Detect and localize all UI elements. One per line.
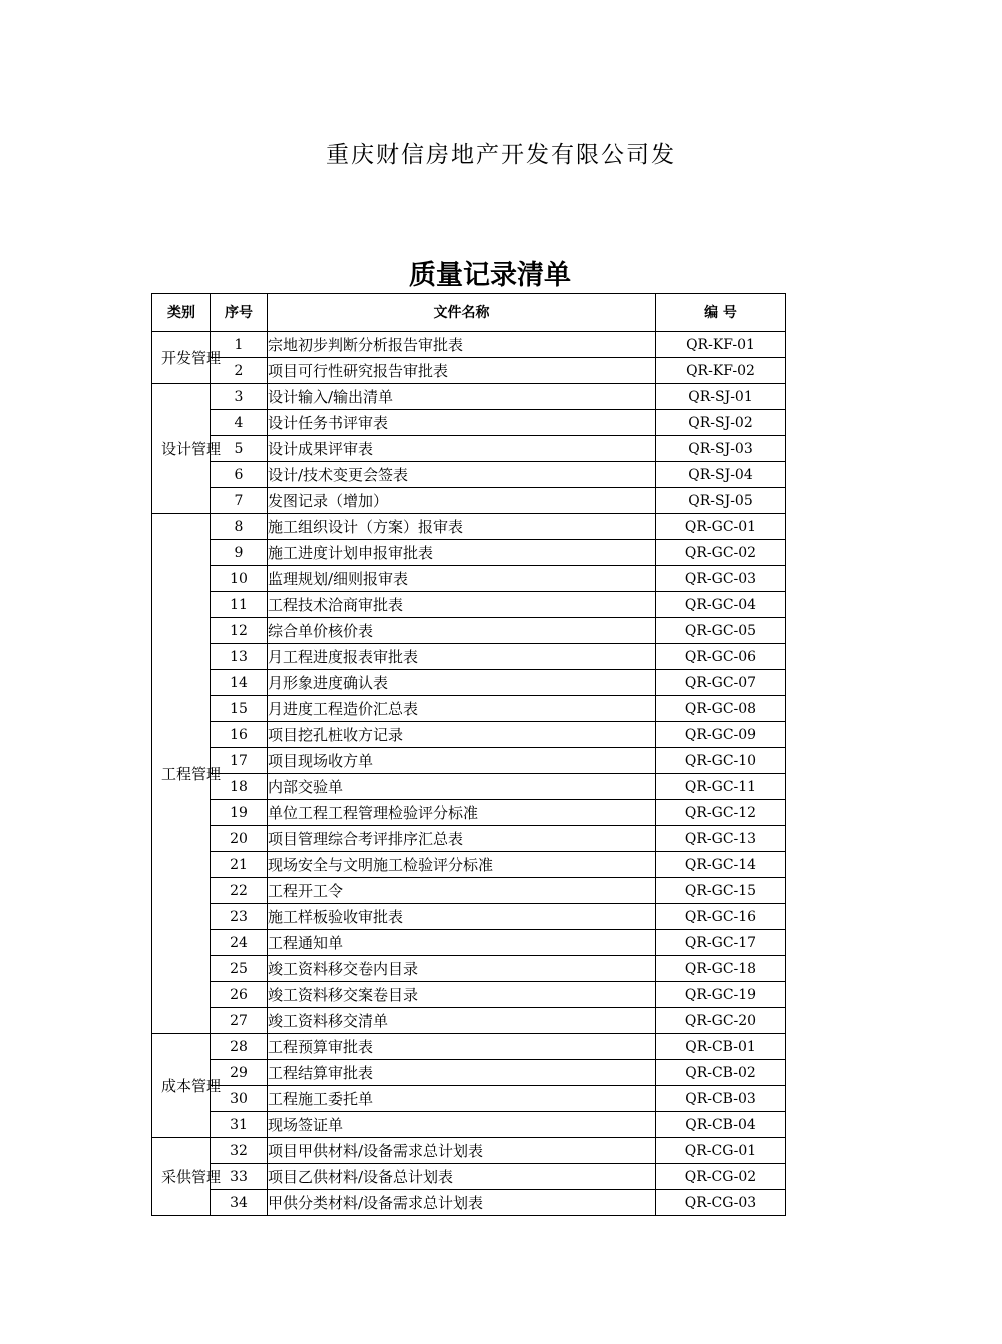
table-row [152, 722, 786, 748]
seq-cell: 4 [211, 410, 268, 436]
seq-cell: 28 [211, 1034, 268, 1060]
table-row [152, 1060, 786, 1086]
file-name-cell: 项目乙供材料/设备总计划表 [268, 1164, 656, 1190]
seq-cell: 6 [211, 462, 268, 488]
seq-cell: 19 [211, 800, 268, 826]
code-cell: QR-CB-01 [656, 1034, 786, 1060]
seq-cell: 12 [211, 618, 268, 644]
table-row [152, 1112, 786, 1138]
seq-cell: 22 [211, 878, 268, 904]
category-cell: 开发管理 [152, 332, 211, 384]
file-name-cell: 项目现场收方单 [268, 748, 656, 774]
table-row [152, 930, 786, 956]
file-name-cell: 竣工资料移交卷内目录 [268, 956, 656, 982]
company-name: 重庆财信房地产开发有限公司发 [326, 142, 676, 168]
file-name-cell: 发图记录（增加） [268, 488, 656, 514]
seq-cell: 3 [211, 384, 268, 410]
table-row [152, 982, 786, 1008]
table-row [152, 748, 786, 774]
seq-cell: 7 [211, 488, 268, 514]
table-body [152, 332, 786, 1216]
seq-cell: 34 [211, 1190, 268, 1216]
seq-cell: 25 [211, 956, 268, 982]
header-seq: 序号 [211, 294, 268, 332]
seq-cell: 9 [211, 540, 268, 566]
table-row [152, 904, 786, 930]
table-row [152, 358, 786, 384]
code-cell: QR-GC-15 [656, 878, 786, 904]
table-row [152, 1034, 786, 1060]
table-row [152, 1190, 786, 1216]
file-name-cell: 项目管理综合考评排序汇总表 [268, 826, 656, 852]
seq-cell: 26 [211, 982, 268, 1008]
code-cell: QR-GC-11 [656, 774, 786, 800]
file-name-cell: 月进度工程造价汇总表 [268, 696, 656, 722]
file-name-cell: 设计输入/输出清单 [268, 384, 656, 410]
code-cell: QR-GC-18 [656, 956, 786, 982]
seq-cell: 1 [211, 332, 268, 358]
file-name-cell: 施工组织设计（方案）报审表 [268, 514, 656, 540]
file-name-cell: 竣工资料移交案卷目录 [268, 982, 656, 1008]
file-name-cell: 项目可行性研究报告审批表 [268, 358, 656, 384]
seq-cell: 11 [211, 592, 268, 618]
file-name-cell: 工程开工令 [268, 878, 656, 904]
seq-cell: 13 [211, 644, 268, 670]
table-row [152, 878, 786, 904]
table-row [152, 592, 786, 618]
file-name-cell: 月形象进度确认表 [268, 670, 656, 696]
code-cell: QR-GC-19 [656, 982, 786, 1008]
table-row [152, 566, 786, 592]
code-cell: QR-SJ-04 [656, 462, 786, 488]
quality-records-table [151, 293, 786, 1216]
seq-cell: 20 [211, 826, 268, 852]
file-name-cell: 工程预算审批表 [268, 1034, 656, 1060]
file-name-cell: 设计/技术变更会签表 [268, 462, 656, 488]
file-name-cell: 施工进度计划申报审批表 [268, 540, 656, 566]
seq-cell: 29 [211, 1060, 268, 1086]
code-cell: QR-GC-04 [656, 592, 786, 618]
code-cell: QR-SJ-01 [656, 384, 786, 410]
code-cell: QR-GC-12 [656, 800, 786, 826]
file-name-cell: 综合单价核价表 [268, 618, 656, 644]
seq-cell: 5 [211, 436, 268, 462]
code-cell: QR-GC-07 [656, 670, 786, 696]
file-name-cell: 工程结算审批表 [268, 1060, 656, 1086]
table-header-row [152, 294, 786, 332]
code-cell: QR-GC-02 [656, 540, 786, 566]
code-cell: QR-CB-02 [656, 1060, 786, 1086]
code-cell: QR-KF-01 [656, 332, 786, 358]
table-row [152, 462, 786, 488]
table-row [152, 852, 786, 878]
table-row [152, 800, 786, 826]
document-title: 质量记录清单 [409, 260, 571, 291]
code-cell: QR-GC-08 [656, 696, 786, 722]
code-cell: QR-SJ-02 [656, 410, 786, 436]
table-row [152, 670, 786, 696]
table-row [152, 540, 786, 566]
category-cell: 工程管理 [152, 514, 211, 1034]
file-name-cell: 现场签证单 [268, 1112, 656, 1138]
file-name-cell: 监理规划/细则报审表 [268, 566, 656, 592]
table-row [152, 1086, 786, 1112]
code-cell: QR-GC-16 [656, 904, 786, 930]
table-row [152, 644, 786, 670]
table-row [152, 1164, 786, 1190]
file-name-cell: 项目挖孔桩收方记录 [268, 722, 656, 748]
table-row [152, 332, 786, 358]
file-name-cell: 内部交验单 [268, 774, 656, 800]
table-row [152, 696, 786, 722]
table-row [152, 384, 786, 410]
file-name-cell: 竣工资料移交清单 [268, 1008, 656, 1034]
code-cell: QR-GC-03 [656, 566, 786, 592]
header-category: 类别 [152, 294, 211, 332]
file-name-cell: 设计任务书评审表 [268, 410, 656, 436]
table-row [152, 436, 786, 462]
seq-cell: 31 [211, 1112, 268, 1138]
file-name-cell: 设计成果评审表 [268, 436, 656, 462]
seq-cell: 27 [211, 1008, 268, 1034]
code-cell: QR-KF-02 [656, 358, 786, 384]
seq-cell: 23 [211, 904, 268, 930]
code-cell: QR-SJ-03 [656, 436, 786, 462]
category-cell: 设计管理 [152, 384, 211, 514]
file-name-cell: 单位工程工程管理检验评分标准 [268, 800, 656, 826]
code-cell: QR-SJ-05 [656, 488, 786, 514]
seq-cell: 30 [211, 1086, 268, 1112]
file-name-cell: 工程施工委托单 [268, 1086, 656, 1112]
code-cell: QR-GC-17 [656, 930, 786, 956]
table-row [152, 1138, 786, 1164]
seq-cell: 17 [211, 748, 268, 774]
code-cell: QR-CG-03 [656, 1190, 786, 1216]
code-cell: QR-CB-03 [656, 1086, 786, 1112]
header-name: 文件名称 [268, 294, 656, 332]
code-cell: QR-GC-14 [656, 852, 786, 878]
file-name-cell: 宗地初步判断分析报告审批表 [268, 332, 656, 358]
seq-cell: 10 [211, 566, 268, 592]
seq-cell: 14 [211, 670, 268, 696]
code-cell: QR-GC-10 [656, 748, 786, 774]
file-name-cell: 现场安全与文明施工检验评分标准 [268, 852, 656, 878]
code-cell: QR-GC-09 [656, 722, 786, 748]
table-row [152, 514, 786, 540]
category-cell: 采供管理 [152, 1138, 211, 1216]
table-row [152, 1008, 786, 1034]
seq-cell: 8 [211, 514, 268, 540]
code-cell: QR-GC-06 [656, 644, 786, 670]
code-cell: QR-CB-04 [656, 1112, 786, 1138]
seq-cell: 16 [211, 722, 268, 748]
seq-cell: 15 [211, 696, 268, 722]
file-name-cell: 月工程进度报表审批表 [268, 644, 656, 670]
code-cell: QR-GC-13 [656, 826, 786, 852]
table-row [152, 826, 786, 852]
code-cell: QR-GC-05 [656, 618, 786, 644]
header-code: 编 号 [656, 294, 786, 332]
code-cell: QR-GC-20 [656, 1008, 786, 1034]
code-cell: QR-GC-01 [656, 514, 786, 540]
seq-cell: 24 [211, 930, 268, 956]
category-cell: 成本管理 [152, 1034, 211, 1138]
seq-cell: 18 [211, 774, 268, 800]
file-name-cell: 甲供分类材料/设备需求总计划表 [268, 1190, 656, 1216]
table-row [152, 410, 786, 436]
seq-cell: 21 [211, 852, 268, 878]
table-row [152, 618, 786, 644]
code-cell: QR-CG-01 [656, 1138, 786, 1164]
seq-cell: 33 [211, 1164, 268, 1190]
file-name-cell: 施工样板验收审批表 [268, 904, 656, 930]
seq-cell: 2 [211, 358, 268, 384]
seq-cell: 32 [211, 1138, 268, 1164]
file-name-cell: 工程技术洽商审批表 [268, 592, 656, 618]
file-name-cell: 项目甲供材料/设备需求总计划表 [268, 1138, 656, 1164]
table-row [152, 956, 786, 982]
table-row [152, 774, 786, 800]
table-row [152, 488, 786, 514]
code-cell: QR-CG-02 [656, 1164, 786, 1190]
file-name-cell: 工程通知单 [268, 930, 656, 956]
